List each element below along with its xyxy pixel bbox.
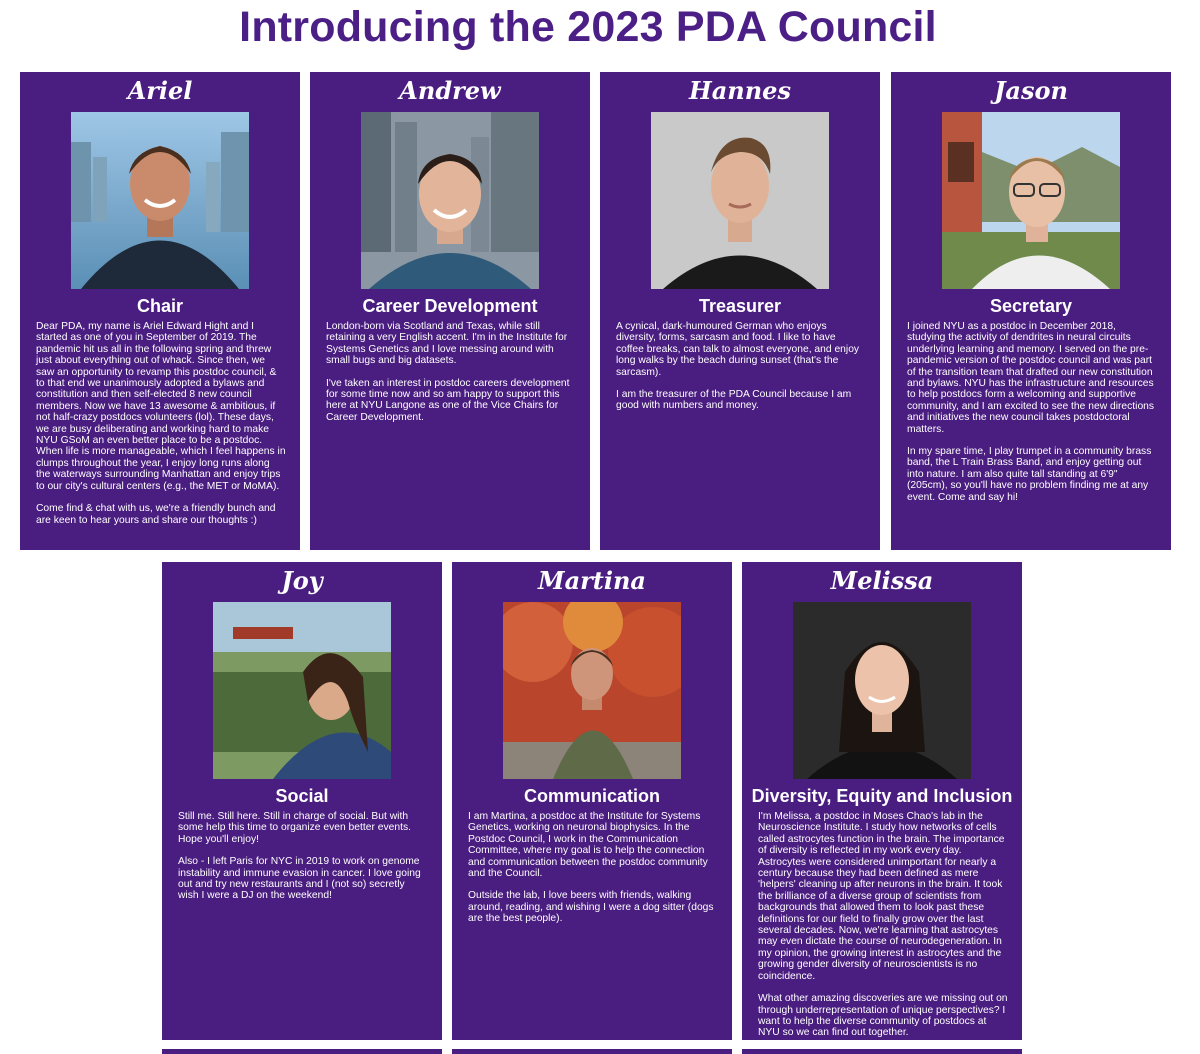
bio-paragraph: What other amazing discoveries are we missing out on through underrepresentation of unique perspectives? I want to help the diverse community of postdocs at NYU so we can find out together. xyxy=(758,993,1008,1039)
bio-paragraph: I am the treasurer of the PDA Council because I am good with numbers and money. xyxy=(616,389,852,412)
bio-paragraph: I joined NYU as a postdoc in December 2018, studying the activity of dendrites in neural circuits underlying learning and memory. I served on the pre-pandemic version of the postdoc council and was part of the transition team that drafted our new constitution and bylaws. NYU has the infrastructure and resources to help postdocs form a welcoming and supportive community, and I am excited to see the new directions and initiatives the new council takes postdoctoral matters. xyxy=(907,321,1155,435)
member-name: Joy xyxy=(281,566,323,595)
member-card-ariel xyxy=(20,72,300,550)
member-role: Career Development xyxy=(362,296,538,316)
member-photo xyxy=(71,112,249,289)
bio-paragraph: I'm Melissa, a postdoc in Moses Chao's lab in the Neuroscience Institute. I study how networks of cells called astrocytes function in the brain. The importance of diversity is reflected in my work every day. Astrocytes were considered unimportant for nearly a century because they had been defined as mere 'helpers' cleaning up after neurons in the brain. It took the brilliance of a diverse group of scientists from backgrounds that allowed them to look past these definitions for our field to finally grow over the last several decades. Now, we're learning that astrocytes may even dictate the course of neurodegeneration. In my opinion, the growing interest in astrocytes and the growing gender diversity of neuroscientists is no coincidence. xyxy=(758,811,1005,982)
bio-paragraph: In my spare time, I play trumpet in a community brass band, the L Train Brass Band, and enjoy getting out into nature. I am also quite tall standing at 6'9" (205cm), so you'll have no problem finding me at any event. Come and say hi! xyxy=(907,446,1152,503)
member-card-melissa xyxy=(742,562,1022,1040)
bio-paragraph: Also - I left Paris for NYC in 2019 to work on genome instability and immune evasion in cancer. I love going out and try new restaurants and I (not so) secretly wish I were a DJ on the weekend! xyxy=(178,856,421,902)
member-card-andrew xyxy=(310,72,590,550)
bio-paragraph: Still me. Still here. Still in charge of social. But with some help this time to organize even better events. Hope you'll enjoy! xyxy=(178,811,411,845)
next-row-card-edge xyxy=(162,1049,442,1054)
member-role: Diversity, Equity and Inclusion xyxy=(751,786,1013,806)
bio-paragraph: I've taken an interest in postdoc careers development for some time now and so am happy to support this here at NYU Langone as one of the Vice Chairs for Career Development. xyxy=(326,377,570,423)
member-name: Hannes xyxy=(689,76,791,105)
member-bio xyxy=(162,807,442,902)
member-bio xyxy=(891,317,1171,503)
member-role: Communication xyxy=(523,786,660,806)
member-name: Jason xyxy=(994,76,1068,105)
bio-paragraph: A cynical, dark-humoured German who enjoys diversity, forms, sarcasm and food. I like to have coffee breaks, can talk to almost everyone, and enjoy long walks by the beach during sunset (that's the sarcasm). xyxy=(616,321,860,378)
member-bio xyxy=(20,317,300,526)
bio-paragraph: Outside the lab, I love beers with friends, walking around, reading, and wishing I were a dog sitter (dogs are the best people). xyxy=(468,890,714,925)
next-row-card-edge xyxy=(452,1049,732,1054)
bio-paragraph: Come find & chat with us, we're a friendly bunch and are keen to hear yours and share our thoughts :) xyxy=(36,503,276,526)
member-role: Social xyxy=(275,786,329,806)
next-row-card-edge xyxy=(742,1049,1022,1054)
member-photo xyxy=(503,602,681,779)
member-bio xyxy=(742,807,1022,1039)
member-card-jason xyxy=(891,72,1171,550)
member-name: Andrew xyxy=(399,76,501,105)
member-photo xyxy=(942,112,1120,289)
bio-paragraph: I am Martina, a postdoc at the Institute for Systems Genetics, working on neuronal biophysics. In the Postdoc Council, I work in the Communication Committee, where my goal is to help the connection and communication between the postdoc community and the Council. xyxy=(468,811,708,880)
member-photo xyxy=(361,112,539,289)
page-title: Introducing the 2023 PDA Council xyxy=(239,3,937,51)
member-photo xyxy=(213,602,391,779)
member-bio xyxy=(452,807,732,925)
bio-paragraph: Dear PDA, my name is Ariel Edward Hight and I started as one of you in September of 2019. The pandemic hit us all in the following spring and threw just about everything out of whack. Since then, we saw an opportunity to revamp this postdoc council, & to that end we unanimously adopted a bylaws and constitution and then self-elected 8 new council members. Now we have 13 awesome & ambitious, if not half-crazy postdocs volunteers (lol). These days, we are busy deliberating and working hard to make NYU GSoM an even better place to be a postdoc. When life is more manageable, which I feel happens in clumps throughout the year, I enjoy long runs along the waterways surrounding Manhattan and enjoy trips to our city's cultural centers (e.g., the MET or MoMA). xyxy=(36,321,286,492)
member-card-joy xyxy=(162,562,442,1040)
member-bio xyxy=(310,317,590,423)
member-photo xyxy=(793,602,971,779)
member-role: Secretary xyxy=(989,296,1073,316)
member-card-hannes xyxy=(600,72,880,550)
member-bio xyxy=(600,317,880,412)
bio-paragraph: London-born via Scotland and Texas, while still retaining a very English accent. I'm in the Institute for Systems Genetics and I love messing around with small bugs and big datasets. xyxy=(326,321,568,367)
member-name: Martina xyxy=(538,566,646,595)
member-card-martina xyxy=(452,562,732,1040)
member-role: Chair xyxy=(136,296,183,316)
member-photo xyxy=(651,112,829,289)
member-role: Treasurer xyxy=(698,296,782,316)
member-name: Ariel xyxy=(127,76,193,105)
member-name: Melissa xyxy=(830,566,934,595)
